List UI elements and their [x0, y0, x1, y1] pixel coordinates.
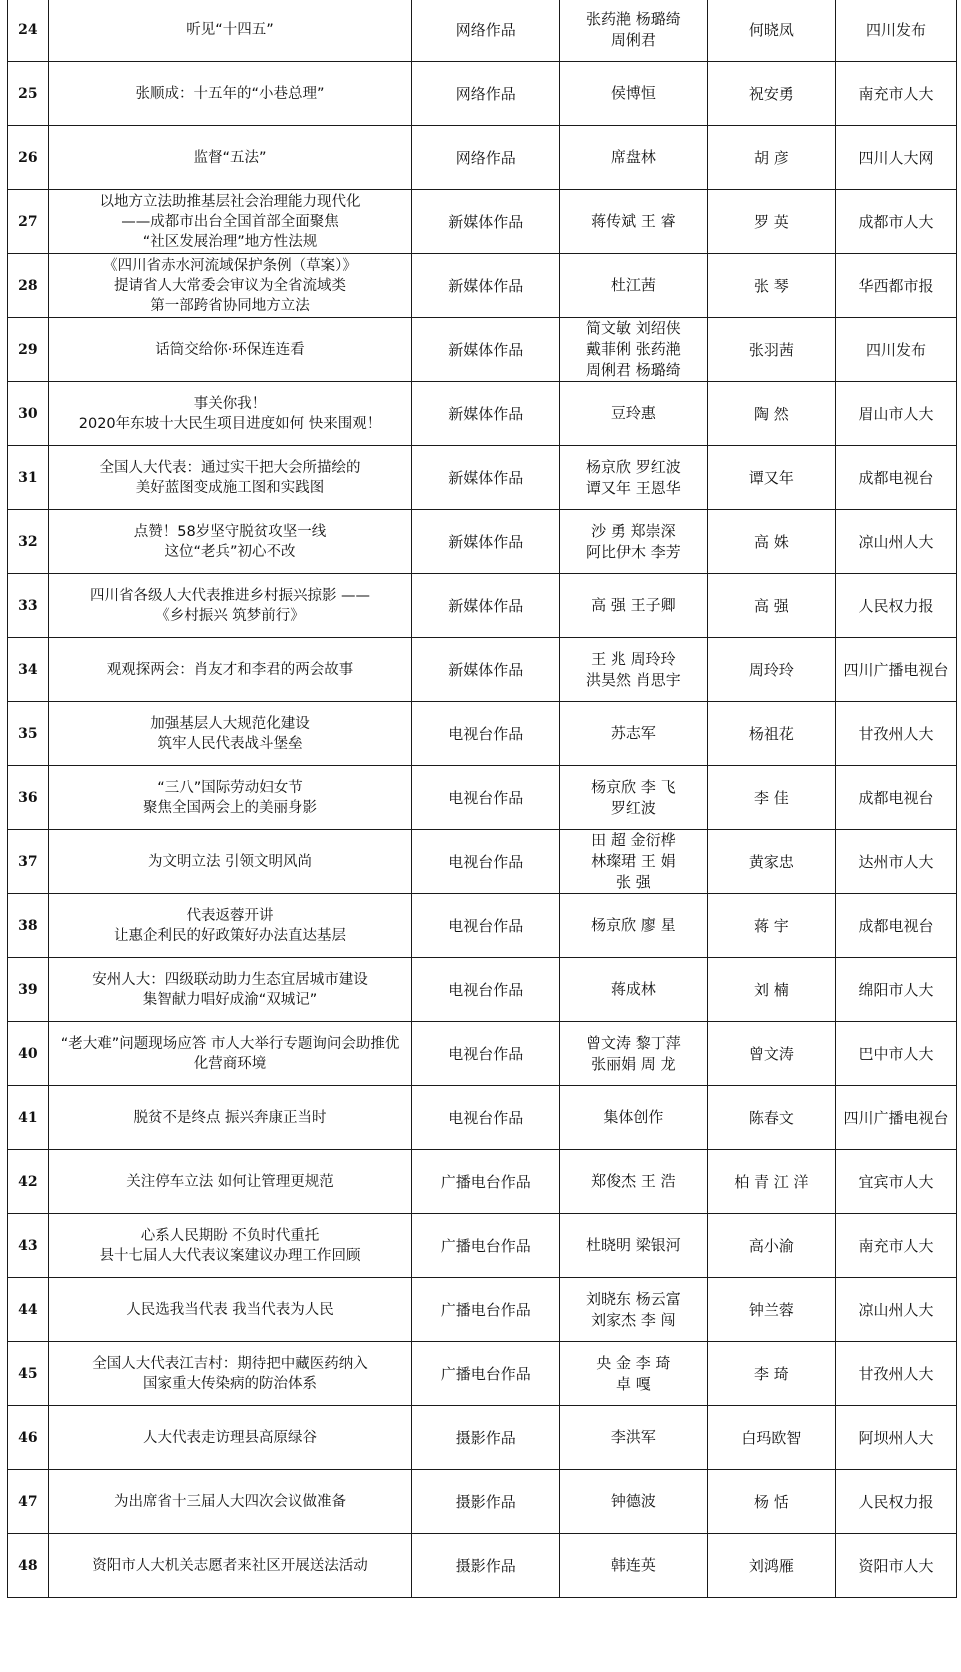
work-category: 新媒体作品 [412, 190, 560, 254]
row-number: 43 [8, 1214, 49, 1278]
work-editor: 杨祖花 [707, 702, 835, 766]
row-number: 36 [8, 766, 49, 830]
table-row [8, 1342, 957, 1406]
submitting-unit: 四川广播电视台 [836, 638, 957, 702]
table-row [8, 574, 957, 638]
submitting-unit: 华西都市报 [836, 254, 957, 318]
work-title: 加强基层人大规范化建设 筑牢人民代表战斗堡垒 [48, 702, 412, 766]
work-title: 心系人民期盼 不负时代重托 县十七届人大代表议案建议办理工作回顾 [48, 1214, 412, 1278]
table-row [8, 1086, 957, 1150]
work-title: 全国人大代表江吉村：期待把中藏医药纳入 国家重大传染病的防治体系 [48, 1342, 412, 1406]
table-row [8, 1470, 957, 1534]
work-editor: 李 佳 [707, 766, 835, 830]
work-authors: 央 金 李 琦 卓 嘎 [560, 1342, 708, 1406]
submitting-unit: 四川广播电视台 [836, 1086, 957, 1150]
work-editor: 祝安勇 [707, 62, 835, 126]
table-row [8, 510, 957, 574]
work-category: 新媒体作品 [412, 382, 560, 446]
work-title: 为文明立法 引领文明风尚 [48, 830, 412, 894]
work-authors: 王 兆 周玲玲 洪昊然 肖思宇 [560, 638, 708, 702]
work-category: 广播电台作品 [412, 1150, 560, 1214]
row-number: 37 [8, 830, 49, 894]
table-row [8, 1150, 957, 1214]
work-title: 脱贫不是终点 振兴奔康正当时 [48, 1086, 412, 1150]
row-number: 28 [8, 254, 49, 318]
submitting-unit: 甘孜州人大 [836, 702, 957, 766]
row-number: 47 [8, 1470, 49, 1534]
work-editor: 张 琴 [707, 254, 835, 318]
row-number: 39 [8, 958, 49, 1022]
row-number: 48 [8, 1534, 49, 1598]
work-editor: 曾文涛 [707, 1022, 835, 1086]
work-authors: 侯博恒 [560, 62, 708, 126]
table-row [8, 894, 957, 958]
work-authors: 钟德波 [560, 1470, 708, 1534]
submitting-unit: 南充市人大 [836, 1214, 957, 1278]
table-row [8, 190, 957, 254]
table-row [8, 126, 957, 190]
row-number: 35 [8, 702, 49, 766]
work-authors: 苏志军 [560, 702, 708, 766]
submitting-unit: 四川发布 [836, 318, 957, 382]
work-authors: 杜晓明 梁银河 [560, 1214, 708, 1278]
row-number: 33 [8, 574, 49, 638]
work-category: 新媒体作品 [412, 574, 560, 638]
submitting-unit: 人民权力报 [836, 1470, 957, 1534]
work-category: 新媒体作品 [412, 318, 560, 382]
row-number: 24 [8, 0, 49, 62]
work-editor: 刘鸿雁 [707, 1534, 835, 1598]
submitting-unit: 四川人大网 [836, 126, 957, 190]
submitting-unit: 资阳市人大 [836, 1534, 957, 1598]
submitting-unit: 宜宾市人大 [836, 1150, 957, 1214]
table-row [8, 1022, 957, 1086]
work-editor: 何晓凤 [707, 0, 835, 62]
row-number: 27 [8, 190, 49, 254]
submitting-unit: 南充市人大 [836, 62, 957, 126]
work-category: 新媒体作品 [412, 254, 560, 318]
work-category: 网络作品 [412, 62, 560, 126]
work-title: 关注停车立法 如何让管理更规范 [48, 1150, 412, 1214]
submitting-unit: 甘孜州人大 [836, 1342, 957, 1406]
work-title: 监督“五法” [48, 126, 412, 190]
table-row [8, 702, 957, 766]
work-editor: 黄家忠 [707, 830, 835, 894]
work-category: 电视台作品 [412, 1022, 560, 1086]
work-editor: 蒋 宇 [707, 894, 835, 958]
table-row [8, 1214, 957, 1278]
work-editor: 罗 英 [707, 190, 835, 254]
table-row [8, 638, 957, 702]
row-number: 25 [8, 62, 49, 126]
work-editor: 刘 楠 [707, 958, 835, 1022]
submitting-unit: 凉山州人大 [836, 510, 957, 574]
table-row [8, 766, 957, 830]
table-row [8, 0, 957, 62]
work-editor: 高 姝 [707, 510, 835, 574]
work-title: 全国人大代表：通过实干把大会所描绘的 美好蓝图变成施工图和实践图 [48, 446, 412, 510]
row-number: 44 [8, 1278, 49, 1342]
work-title: 人大代表走访理县高原绿谷 [48, 1406, 412, 1470]
work-editor: 陈春文 [707, 1086, 835, 1150]
work-category: 广播电台作品 [412, 1214, 560, 1278]
work-editor: 高 强 [707, 574, 835, 638]
work-authors: 刘晓东 杨云富 刘家杰 李 闯 [560, 1278, 708, 1342]
row-number: 40 [8, 1022, 49, 1086]
awards-table-body [8, 0, 957, 1598]
work-authors: 李洪军 [560, 1406, 708, 1470]
work-category: 摄影作品 [412, 1534, 560, 1598]
submitting-unit: 眉山市人大 [836, 382, 957, 446]
row-number: 31 [8, 446, 49, 510]
submitting-unit: 四川发布 [836, 0, 957, 62]
row-number: 38 [8, 894, 49, 958]
row-number: 41 [8, 1086, 49, 1150]
work-authors: 集体创作 [560, 1086, 708, 1150]
work-category: 摄影作品 [412, 1470, 560, 1534]
work-title: 以地方立法助推基层社会治理能力现代化 ——成都市出台全国首部全面聚焦 “社区发展治理”地方性法规 [48, 190, 412, 254]
work-authors: 张药滟 杨璐绮 周俐君 [560, 0, 708, 62]
work-authors: 蒋成林 [560, 958, 708, 1022]
row-number: 42 [8, 1150, 49, 1214]
work-authors: 田 超 金衍桦 林璨珺 王 娟 张 强 [560, 830, 708, 894]
row-number: 34 [8, 638, 49, 702]
work-category: 网络作品 [412, 126, 560, 190]
work-title: 为出席省十三届人大四次会议做准备 [48, 1470, 412, 1534]
work-editor: 高小渝 [707, 1214, 835, 1278]
table-row [8, 446, 957, 510]
work-editor: 白玛欧智 [707, 1406, 835, 1470]
row-number: 29 [8, 318, 49, 382]
submitting-unit: 阿坝州人大 [836, 1406, 957, 1470]
submitting-unit: 绵阳市人大 [836, 958, 957, 1022]
row-number: 30 [8, 382, 49, 446]
work-category: 网络作品 [412, 0, 560, 62]
table-row [8, 62, 957, 126]
work-title: 观观探两会：肖友才和李君的两会故事 [48, 638, 412, 702]
submitting-unit: 巴中市人大 [836, 1022, 957, 1086]
work-category: 新媒体作品 [412, 638, 560, 702]
work-title: “三八”国际劳动妇女节 聚焦全国两会上的美丽身影 [48, 766, 412, 830]
row-number: 45 [8, 1342, 49, 1406]
submitting-unit: 达州市人大 [836, 830, 957, 894]
work-authors: 简文敏 刘绍侠 戴菲俐 张药滟 周俐君 杨璐绮 [560, 318, 708, 382]
work-authors: 杜江茜 [560, 254, 708, 318]
work-editor: 钟兰蓉 [707, 1278, 835, 1342]
work-authors: 豆玲惠 [560, 382, 708, 446]
row-number: 32 [8, 510, 49, 574]
work-title: 《四川省赤水河流域保护条例（草案）》 提请省人大常委会审议为全省流域类 第一部跨省协同地方立法 [48, 254, 412, 318]
work-category: 摄影作品 [412, 1406, 560, 1470]
work-category: 电视台作品 [412, 1086, 560, 1150]
work-title: 事关你我！ 2020年东坡十大民生项目进度如何 快来围观！ [48, 382, 412, 446]
submitting-unit: 人民权力报 [836, 574, 957, 638]
row-number: 26 [8, 126, 49, 190]
table-row [8, 1406, 957, 1470]
work-title: 安州人大：四级联动助力生态宜居城市建设 集智献力唱好成渝“双城记” [48, 958, 412, 1022]
work-title: 资阳市人大机关志愿者来社区开展送法活动 [48, 1534, 412, 1598]
submitting-unit: 成都电视台 [836, 766, 957, 830]
table-row [8, 318, 957, 382]
work-category: 电视台作品 [412, 958, 560, 1022]
work-title: 四川省各级人大代表推进乡村振兴掠影 —— 《乡村振兴 筑梦前行》 [48, 574, 412, 638]
work-title: 听见“十四五” [48, 0, 412, 62]
work-authors: 杨京欣 罗红波 谭又年 王恩华 [560, 446, 708, 510]
work-editor: 李 琦 [707, 1342, 835, 1406]
work-editor: 周玲玲 [707, 638, 835, 702]
work-editor: 柏 青 江 洋 [707, 1150, 835, 1214]
table-row [8, 1278, 957, 1342]
submitting-unit: 成都电视台 [836, 894, 957, 958]
row-number: 46 [8, 1406, 49, 1470]
table-row [8, 830, 957, 894]
table-row [8, 382, 957, 446]
work-category: 新媒体作品 [412, 446, 560, 510]
work-authors: 曾文涛 黎丁萍 张丽娟 周 龙 [560, 1022, 708, 1086]
work-authors: 郑俊杰 王 浩 [560, 1150, 708, 1214]
work-editor: 杨 恬 [707, 1470, 835, 1534]
work-category: 电视台作品 [412, 766, 560, 830]
submitting-unit: 成都电视台 [836, 446, 957, 510]
work-editor: 胡 彦 [707, 126, 835, 190]
work-category: 电视台作品 [412, 894, 560, 958]
work-authors: 席盘林 [560, 126, 708, 190]
work-authors: 杨京欣 李 飞 罗红波 [560, 766, 708, 830]
work-title: “老大难”问题现场应答 市人大举行专题询问会助推优 化营商环境 [48, 1022, 412, 1086]
work-editor: 张羽茜 [707, 318, 835, 382]
work-title: 人民选我当代表 我当代表为人民 [48, 1278, 412, 1342]
work-category: 电视台作品 [412, 702, 560, 766]
work-category: 电视台作品 [412, 830, 560, 894]
work-title: 代表返蓉开讲 让惠企利民的好政策好办法直达基层 [48, 894, 412, 958]
awards-table [7, 0, 957, 1598]
table-row [8, 1534, 957, 1598]
submitting-unit: 成都市人大 [836, 190, 957, 254]
work-authors: 杨京欣 廖 星 [560, 894, 708, 958]
submitting-unit: 凉山州人大 [836, 1278, 957, 1342]
work-authors: 高 强 王子卿 [560, 574, 708, 638]
work-editor: 陶 然 [707, 382, 835, 446]
work-title: 点赞！58岁坚守脱贫攻坚一线 这位“老兵”初心不改 [48, 510, 412, 574]
work-category: 广播电台作品 [412, 1278, 560, 1342]
work-authors: 沙 勇 郑崇深 阿比伊木 李芳 [560, 510, 708, 574]
work-editor: 谭又年 [707, 446, 835, 510]
work-category: 广播电台作品 [412, 1342, 560, 1406]
work-title: 张顺成：十五年的“小巷总理” [48, 62, 412, 126]
table-row [8, 958, 957, 1022]
work-category: 新媒体作品 [412, 510, 560, 574]
work-authors: 蒋传斌 王 睿 [560, 190, 708, 254]
work-title: 话筒交给你·环保连连看 [48, 318, 412, 382]
table-row [8, 254, 957, 318]
work-authors: 韩连英 [560, 1534, 708, 1598]
